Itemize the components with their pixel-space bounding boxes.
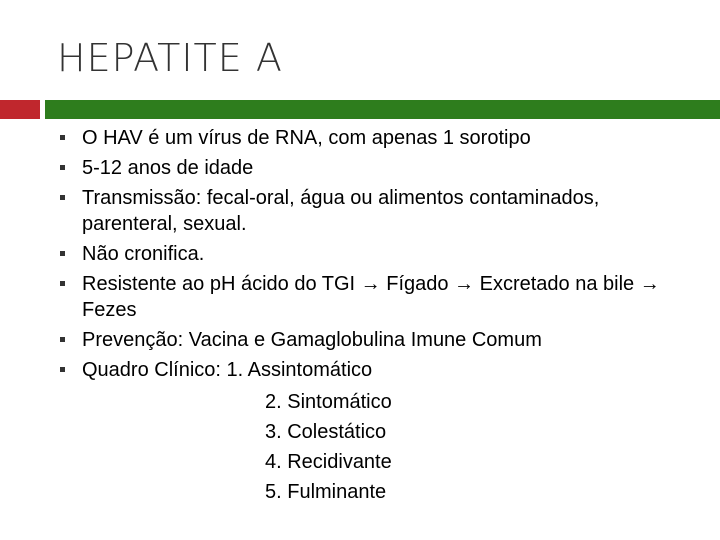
list-item xyxy=(60,271,700,323)
bullet-text: Quadro Clínico: 1. Assintomático xyxy=(82,359,373,381)
bullet-icon xyxy=(60,165,65,170)
bullet-text: Resistente ao pH ácido do TGI → Fígado → Excretado na bile → Fezes xyxy=(82,273,660,321)
bullet-text: Não cronifica. xyxy=(82,243,205,265)
bullet-text: O HAV é um vírus de RNA, com apenas 1 sorotipo xyxy=(82,127,531,149)
bullet-icon xyxy=(60,367,65,372)
list-item xyxy=(60,241,700,267)
clinical-item: 5. Fulminante xyxy=(265,481,387,503)
bullet-text: 5-12 anos de idade xyxy=(82,157,254,179)
slide-body xyxy=(60,125,700,511)
bullet-icon xyxy=(60,195,65,200)
bullet-icon xyxy=(60,337,65,342)
bullet-text: Transmissão: fecal-oral, água ou alimentos contaminados, parenteral, sexual. xyxy=(82,187,600,235)
bullet-list xyxy=(60,125,700,507)
list-item xyxy=(60,185,700,237)
clinical-item: 2. Sintomático xyxy=(265,391,392,413)
clinical-item: 4. Recidivante xyxy=(265,451,392,473)
title-rule-green xyxy=(45,100,720,119)
bullet-icon xyxy=(60,251,65,256)
bullet-icon xyxy=(60,135,65,140)
list-item xyxy=(60,357,700,507)
bullet-text: Prevenção: Vacina e Gamaglobulina Imune Comum xyxy=(82,329,542,351)
list-item xyxy=(60,327,700,353)
clinical-item: 3. Colestático xyxy=(265,421,387,443)
list-item xyxy=(60,155,700,181)
list-item xyxy=(60,125,700,151)
title-rule-red xyxy=(0,100,40,119)
bullet-icon xyxy=(60,281,65,286)
slide-title: HEPATITE A xyxy=(57,36,283,80)
clinical-list xyxy=(82,387,700,507)
